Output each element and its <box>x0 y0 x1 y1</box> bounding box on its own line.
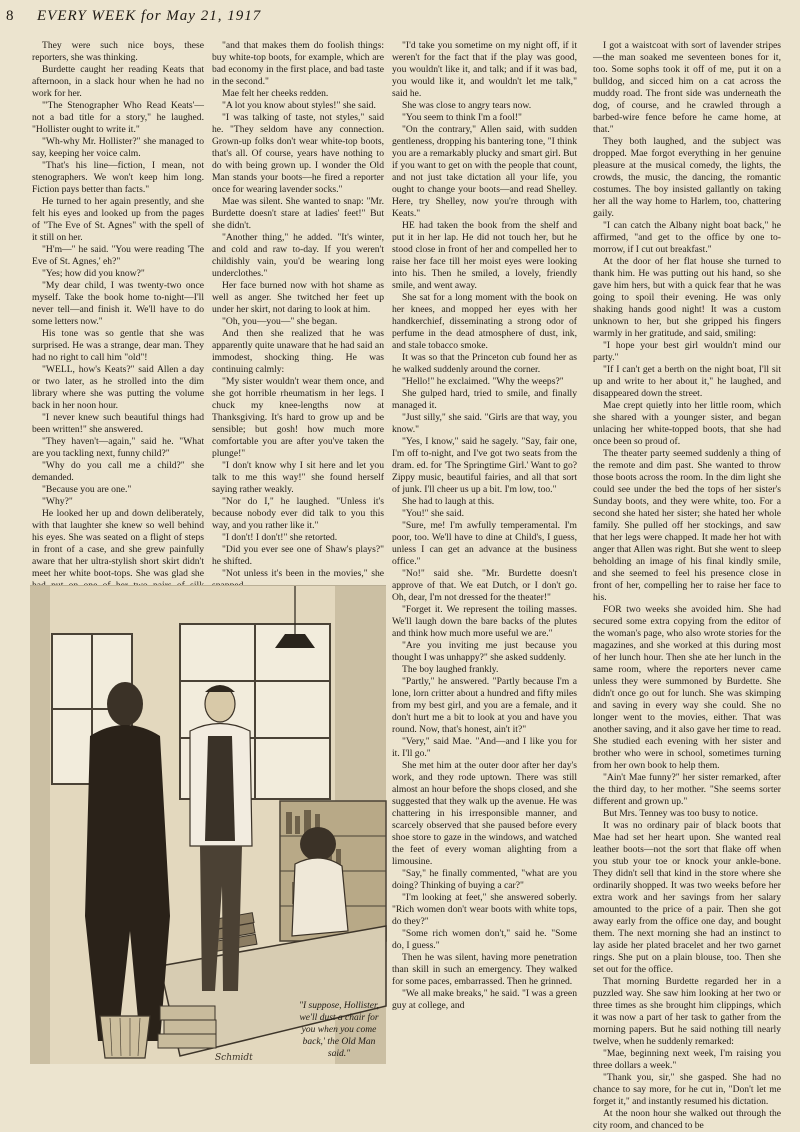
paragraph: Then he was silent, having more penetration than skill in such an emergency. They walked for some paces, embarrassed. Then he grinned. <box>392 952 577 987</box>
text-column-1 <box>32 40 204 580</box>
paragraph: "I'm looking at feet," she answered soberly. "Rich women don't wear boots with white tops, do they?" <box>392 892 577 927</box>
paragraph: "I don't know why I sit here and let you talk to me this way!" she found herself saying rather weakly. <box>212 460 384 495</box>
paragraph: "Yes, I know," said he sagely. "Say, fair one, I'm off to-night, and I've got two seats from the dram. ed. for 'The Springtime Girl.' Want to go? Zippy music, beautiful fairies, and all that sort of junk. I'll cheer us up a bit. I'm low, too." <box>392 436 577 495</box>
paragraph: "On the contrary," Allen said, with sudden gentleness, dropping his bantering tone, "I think you are a remarkably plucky and smart girl. But if you want to get on with the people that count, and not just take dictation all your life, you ought to change your boots—and read Shelley. Here, try Shelley, now you're through with Keats." <box>392 124 577 219</box>
text-column-4 <box>593 40 781 1131</box>
text-column-2 <box>212 40 384 580</box>
paragraph: "'The Stenographer Who Read Keats'—not a bad title for a story," he laughed. "Hollister ought to write it." <box>32 100 204 135</box>
story-illustration <box>30 585 386 1064</box>
paragraph: "Forget it. We represent the toiling masses. We'll laugh down the bare backs of the plutes and think how much more useful we are." <box>392 604 577 639</box>
paragraph: "Why?" <box>42 496 73 507</box>
paragraph: "Just silly," she said. "Girls are that way, you know." <box>392 412 577 435</box>
paragraph: She gulped hard, tried to smile, and finally managed it. <box>392 388 577 411</box>
paragraph: Burdette caught her reading Keats that afternoon, in a slack hour when he had no work for her. <box>32 64 204 99</box>
paragraph: I got a waistcoat with sort of lavender stripes—the man soaked me seventeen bones for it, too. Some sophs took it off of me, put it on a bulldog, and sicced him on a cat across the muddy road. The front side was underneath the dog, of course, and he crawled through a barbed-wire fence before he came home, at that." <box>593 40 781 135</box>
paragraph: "You seem to think I'm a fool!" <box>402 112 522 123</box>
paragraph: "Sure, me! I'm awfully temperamental. I'm poor, too. We'll have to dine at Child's, I guess, unless I can get an advance at the business office." <box>392 520 577 567</box>
running-head: EVERY WEEK for May 21, 1917 <box>37 8 262 24</box>
paragraph: "Mae, beginning next week, I'm raising you three dollars a week." <box>593 1048 781 1071</box>
paragraph: But Mrs. Tenney was too busy to notice. <box>603 808 759 819</box>
text-column-3 <box>392 40 577 1077</box>
paragraph: "Thank you, sir," she gasped. She had no chance to say more, for he cut in, "Don't let me forget it," and instantly resumed his dictation. <box>593 1072 781 1107</box>
paragraph: "My sister wouldn't wear them once, and she got horrible rheumatism in her legs. I chuck my knee-lengths now at Thanksgiving. It's hard to grow up and be sensible; but gosh! how much more comfortable you are after you've taken the plunge!" <box>212 376 384 459</box>
paragraph: She met him at the outer door after her day's work, and they rode uptown. There was still almost an hour before the shops closed, and she suggested that they walk up the avenue. He was chattering in his irresponsible manner, and scarcely observed that she paused before every shoe store to gaze in the windows, and watched the feet of every woman alighting from a limousine. <box>392 760 577 867</box>
paragraph: "Did you ever see one of Shaw's plays?" he shifted. <box>212 544 384 567</box>
paragraph: Mae felt her cheeks redden. <box>222 88 329 99</box>
paragraph: "Oh, you—you—" she began. <box>222 316 338 327</box>
paragraph: "I hope your best girl wouldn't mind our party." <box>593 340 781 363</box>
paragraph: She sat for a long moment with the book on her knees, and mopped her eyes with her handkerchief, disseminating a strong odor of perfume in the dead atmosphere of dust, ink, and stale tobacco smoke. <box>392 292 577 351</box>
paragraph: It was so that the Princeton cub found her as he walked suddenly around the corner. <box>392 352 577 375</box>
illustration-drawing <box>30 586 386 1064</box>
paragraph: Mae crept quietly into her little room, which she shared with a younger sister, and began unlacing her white-topped boots, that she had once been so proud of. <box>593 400 781 447</box>
paragraph: "Some rich women don't," said he. "Some do, I guess." <box>392 928 577 951</box>
paragraph: "If I can't get a berth on the night boat, I'll sit up and write to her about it," he laughed, and disappeared down the street. <box>593 364 781 399</box>
paragraph: "Are you inviting me just because you thought I was unhappy?" she asked suddenly. <box>392 640 577 663</box>
paragraph: She was close to angry tears now. <box>402 100 532 111</box>
paragraph: "I can catch the Albany night boat back," he affirmed, "and get to the office by one to-morrow, if I cut out breakfast." <box>593 220 781 255</box>
paragraph: "I was talking of taste, not styles," said he. "They seldom have any connection. Grown-up folks don't wear white-top boots, that's all. Of course, years have nothing to do with being grown up. I wonder the Old Man stands your boots—he fired a reporter once for wearing lavender socks." <box>212 112 384 195</box>
paragraph: They were such nice boys, these reporters, she was thinking. <box>32 40 204 63</box>
paragraph: At the door of her flat house she turned to thank him. He was putting out his hand, so she gave him hers, but with a quick fear that he was going to spoil their evening. He was only shaking hands good night! It was a custom unknown to her, but she gripped his fingers warmly in her gratitude, and said, smiling: <box>593 256 781 339</box>
paragraph: And then she realized that he was apparently quite unaware that he had said an immodest, shocking thing. He was continuing calmly: <box>212 328 384 375</box>
paragraph: His tone was so gentle that she was surprised. He was a strange, dear man. They had no right to call him "old"! <box>32 328 204 363</box>
svg-text:Schmidt: Schmidt <box>215 1053 253 1063</box>
paragraph: She had to laugh at this. <box>402 496 495 507</box>
paragraph: "My dear child, I was twenty-two once myself. Take the book home to-night—I'll never tell—and finish it. We'll have to do some letters now." <box>32 280 204 327</box>
paragraph: "H'm—" he said. "You were reading 'The Eve of St. Agnes,' eh?" <box>32 244 204 267</box>
paragraph: Her face burned now with hot shame as well as anger. She twitched her feet up under her skirt, not daring to look at him. <box>212 280 384 315</box>
paragraph: "They haven't—again," said he. "What are you tackling next, funny child?" <box>32 436 204 459</box>
paragraph: "Yes; how did you know?" <box>42 268 145 279</box>
paragraph: The theater party seemed suddenly a thing of the remote and dim past. She wanted to throw those boots across the room. In the dim light she could see under the bed the tops of her sister's Sunday boots, and they were white, too. For a second she hated her sister; she hated her whole family. She pulled off her stockings, and saw that her legs were chapped. It made her hot with anger that Allen was right. But she went to sleep beholding an image of his final kindly smile, and she seemed to feel his presence close in front of her, compelling her to raise her face to his. <box>593 448 781 603</box>
paragraph: "We all make breaks," he said. "I was a green guy at college, and <box>392 988 577 1011</box>
paragraph: "You!" she said. <box>402 508 465 519</box>
paragraph: "Say," he finally commented, "what are you doing? Thinking of buying a car?" <box>392 868 577 891</box>
paragraph: He looked her up and down deliberately, with that laughter she knew so well behind his eyes. She was seated on a flight of steps in front of a case, and she grew painfully aware that her ultra-stylish short skirt didn't meet her white boot-tops. She was glad she <box>32 508 204 579</box>
paragraph: HE had taken the book from the shelf and put it in her lap. He did not touch her, but he stood close in front of her and compelled her to raise her face till her moist eyes were looking into his. Then he smiled, a lovely, friendly smile, and went away. <box>392 220 577 291</box>
paragraph: He turned to her again presently, and she felt his eyes and looked up from the pages of "The Eve of St. Agnes" with the spell of it still on her. <box>32 196 204 243</box>
paragraph: "Because you are one." <box>42 484 132 495</box>
illustration-caption: "I suppose, Hollister, we'll dust a chair for you when you come back,' the Old Man said." <box>299 1001 379 1059</box>
page-header <box>0 8 800 34</box>
page-number: 8 <box>6 8 14 24</box>
paragraph: "and that makes them do foolish things: buy white-top boots, for example, which are bad economy in the first place, and bad taste in the second." <box>212 40 384 87</box>
paragraph: FOR two weeks she avoided him. She had secured some extra copying from the editor of the woman's page, who also wrote stories for the magazines, and she worked at this during most of her lunch hour. Then she ate her lunch in the same room, where the reporters never came unless they were summoned by Burdette. She didn't once go out for lunch. She was skimping and saving in every way she could. She no longer went to the movies, either. That was another saving, and it also gave her time to read. She studied each evening with her sister and brother who were in school, sometimes turning from her own book to help them. <box>593 604 781 771</box>
paragraph: It was no ordinary pair of black boots that Mae had set her heart upon. She wanted real leather boots—not the sort that flake off when you stub your toe or knock your ankle-bone. They didn't sell that kind in the store where she ordinarily shopped. It was two weeks before her extra work and her savings from her salary amounted to the price of a pair. Then she got away early from the office one day, and bought them. The next morning she had an instinct to lay aside her plated bracelet and her two garnet rings. She put on a plain blouse, too. Then she set out for the office. <box>593 820 781 975</box>
paragraph: "Not unless it's been in the movies," she <box>222 568 384 579</box>
paragraph: "Wh-why Mr. Hollister?" she managed to say, keeping her voice calm. <box>32 136 204 159</box>
paragraph: "I don't! I don't!" she retorted. <box>222 532 338 543</box>
paragraph: They both laughed, and the subject was dropped. Mae forgot everything in her genuine pleasure at the musical comedy, the lights, the crowds, the music, the dancing, the romantic costumes. The boy insisted gallantly on taking her all the way home to Harlem, too, chattering gaily. <box>593 136 781 219</box>
paragraph: "Very," said Mae. "And—and I like you for it. I'll go." <box>392 736 577 759</box>
paragraph: "Why do you call me a child?" she demanded. <box>32 460 204 483</box>
paragraph: "I never knew such beautiful things had been written!" she answered. <box>32 412 204 435</box>
paragraph: "Ain't Mae funny?" her sister remarked, after the third day, to her mother. "She seems sorter different and grown up." <box>593 772 781 807</box>
paragraph: "That's his line—fiction, I mean, not stenographers. We won't keep him long. Fiction pays better than facts." <box>32 160 204 195</box>
paragraph: Mae was silent. She wanted to snap: "Mr. Burdette doesn't stare at ladies' feet!" But she didn't. <box>212 196 384 231</box>
paragraph: "Another thing," he added. "It's winter, and cold and raw to-day. If you weren't childishly vain, you'd be wearing long underclothes." <box>212 232 384 279</box>
paragraph: "Hello!" he exclaimed. "Why the weeps?" <box>402 376 564 387</box>
paragraph: At the noon hour she walked out through the city room, and chanced to be <box>593 1108 781 1131</box>
paragraph: The boy laughed frankly. <box>402 664 499 675</box>
paragraph: "A lot you know about styles!" she said. <box>222 100 376 111</box>
paragraph: "No!" said she. "Mr. Burdette doesn't approve of that. We eat Dutch, or I don't go. Oh, dear, I'm not dressed for the theater!" <box>392 568 577 603</box>
paragraph: That morning Burdette regarded her in a puzzled way. She saw him looking at her two or three times as she brought him clippings, which it was now a part of her task to gather from the morning papers. But he said nothing till nearly twelve, when he suddenly remarked: <box>593 976 781 1047</box>
paragraph: "Partly," he answered. "Partly because I'm a lone, lorn critter about a hundred and fifty miles from my best girl, and you are a female, and it don't hurt me a bit to look at you and have you round. Now, that's honest, ain't it?" <box>392 676 577 735</box>
paragraph: "Nor do I," he laughed. "Unless it's because nobody ever did talk to you this way, and you rather like it." <box>212 496 384 531</box>
paragraph: "WELL, how's Keats?" said Allen a day or two later, as he strolled into the dim library where she was putting the volume back in her noon hour. <box>32 364 204 411</box>
paragraph: "I'd take you sometime on my night off, if it weren't for the fact that if the play was good, you wouldn't like it, and talk; and if it was bad, you would like it, and wouldn't let me talk," said he. <box>392 40 577 99</box>
